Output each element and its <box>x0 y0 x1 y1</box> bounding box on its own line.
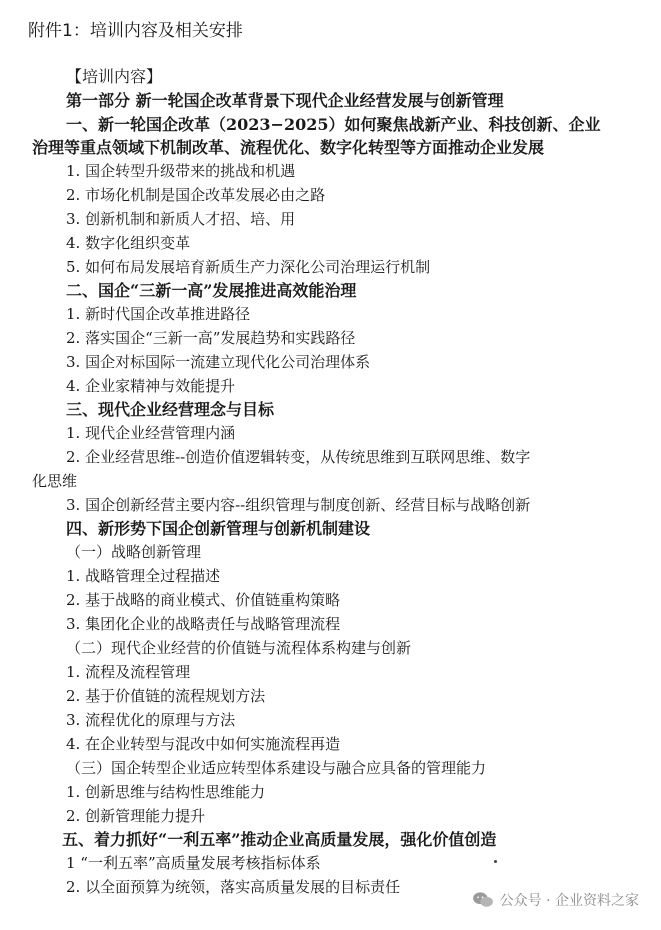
s4-sub1-item: 2. 基于战略的商业模式、价值链重构策略 <box>66 591 341 609</box>
s4-sub3-item: 2. 创新管理能力提升 <box>66 807 206 825</box>
s4-sub2-title: （二）现代企业经营的价值链与流程体系构建与创新 <box>66 639 412 657</box>
s1-item: 3. 创新机制和新质人才招、培、用 <box>66 210 296 228</box>
s2-item: 2. 落实国企“三新一高”发展趋势和实践路径 <box>66 329 356 347</box>
s1-title-line1: 一、新一轮国企改革（2023−2025）如何聚焦战新产业、科技创新、企业 <box>66 115 601 134</box>
s3-item: 2. 企业经营思维--创造价值逻辑转变，从传统思维到互联网思维、数字 <box>66 448 531 466</box>
section-tag: 【培训内容】 <box>66 67 163 86</box>
s1-item: 1. 国企转型升级带来的挑战和机遇 <box>66 162 296 180</box>
s5-title: 五、着力抓好“一利五率”推动企业高质量发展，强化价值创造 <box>62 830 497 849</box>
s1-item: 4. 数字化组织变革 <box>66 234 191 252</box>
s3-title: 三、现代企业经营理念与目标 <box>66 400 275 419</box>
s1-title-line2: 治理等重点领域下机制改革、流程优化、数字化转型等方面推动企业发展 <box>32 138 545 157</box>
s2-title: 二、国企“三新一高”发展推进高效能治理 <box>66 281 357 300</box>
s1-item: 2. 市场化机制是国企改革发展必由之路 <box>66 186 326 204</box>
s4-sub2-item: 3. 流程优化的原理与方法 <box>66 711 236 729</box>
s3-item: 1. 现代企业经营管理内涵 <box>66 424 236 442</box>
scan-speck <box>494 860 497 863</box>
s4-title: 四、新形势下国企创新管理与创新机制建设 <box>66 519 371 538</box>
s4-sub2-item: 1. 流程及流程管理 <box>66 663 191 681</box>
s5-item: 1 “一利五率”高质量发展考核指标体系 <box>66 854 321 872</box>
s2-item: 4. 企业家精神与效能提升 <box>66 377 236 395</box>
s4-sub1-title: （一）战略创新管理 <box>66 543 202 561</box>
s4-sub3-item: 1. 创新思维与结构性思维能力 <box>66 783 266 801</box>
wechat-icon <box>472 891 494 909</box>
s5-item: 2. 以全面预算为统领，落实高质量发展的目标责任 <box>66 878 401 896</box>
s1-item: 5. 如何布局发展培育新质生产力深化公司治理运行机制 <box>66 258 431 276</box>
s2-item: 3. 国企对标国际一流建立现代化公司治理体系 <box>66 353 371 371</box>
s4-sub1-item: 3. 集团化企业的战略责任与战略管理流程 <box>66 615 341 633</box>
s2-item: 1. 新时代国企改革推进路径 <box>66 305 251 323</box>
part1-title: 第一部分 新一轮国企改革背景下现代企业经营发展与创新管理 <box>66 91 504 110</box>
s4-sub3-title: （三）国企转型企业适应转型体系建设与融合应具备的管理能力 <box>66 759 487 777</box>
s3-item: 3. 国企创新经营主要内容--组织管理与制度创新、经营目标与战略创新 <box>66 496 531 514</box>
s4-sub1-item: 1. 战略管理全过程描述 <box>66 567 221 585</box>
watermark <box>472 890 639 910</box>
s3-item-continuation: 化思维 <box>32 472 78 490</box>
s4-sub2-item: 4. 在企业转型与混改中如何实施流程再造 <box>66 735 341 753</box>
watermark-text: 公众号 · 企业资料之家 <box>499 893 639 909</box>
attachment-title: 附件1：培训内容及相关安排 <box>28 21 243 41</box>
s4-sub2-item: 2. 基于价值链的流程规划方法 <box>66 687 266 705</box>
